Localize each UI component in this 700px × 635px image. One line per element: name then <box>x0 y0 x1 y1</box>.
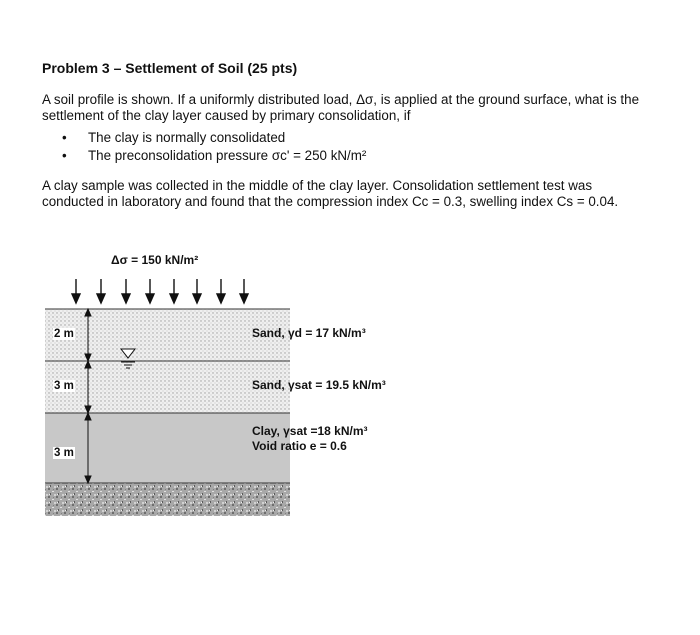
load-arrow-icon <box>146 279 154 303</box>
load-arrows <box>72 279 248 303</box>
load-arrow-icon <box>72 279 80 303</box>
intro-paragraph: A soil profile is shown. If a uniformly distributed load, Δσ, is applied at the ground surface, what is the settlement of the clay layer caused by primary consolidation, if <box>42 92 640 123</box>
clay-label: Clay, γsat =18 kN/m³ <box>252 424 368 438</box>
sand-dry-label: Sand, γd = 17 kN/m³ <box>252 326 366 340</box>
load-arrow-icon <box>193 279 201 303</box>
condition-preconsolidation: • The preconsolidation pressure σc' = 250 kN/m² <box>62 147 366 165</box>
load-arrow-icon <box>170 279 178 303</box>
bedrock-layer <box>45 483 290 516</box>
load-label: Δσ = 150 kN/m² <box>111 253 199 267</box>
load-arrow-icon <box>122 279 130 303</box>
thickness-label-sand-sat: 3 m <box>54 380 74 392</box>
sand-saturated-label: Sand, γsat = 19.5 kN/m³ <box>252 378 386 392</box>
condition-normally-consolidated: • The clay is normally consolidated <box>62 129 366 147</box>
problem-title: Problem 3 – Settlement of Soil (25 pts) <box>42 60 298 76</box>
load-arrow-icon <box>97 279 105 303</box>
load-arrow-icon <box>240 279 248 303</box>
void-ratio-label: Void ratio e = 0.6 <box>252 439 347 453</box>
test-paragraph: A clay sample was collected in the middle of the clay layer. Consolidation settlement test was conducted in laboratory and found that the compression index Cc = 0.3, swelling index Cs = 0.04. <box>42 178 619 209</box>
load-arrow-icon <box>217 279 225 303</box>
thickness-label-sand-dry: 2 m <box>54 328 74 340</box>
thickness-label-clay: 3 m <box>54 447 74 459</box>
